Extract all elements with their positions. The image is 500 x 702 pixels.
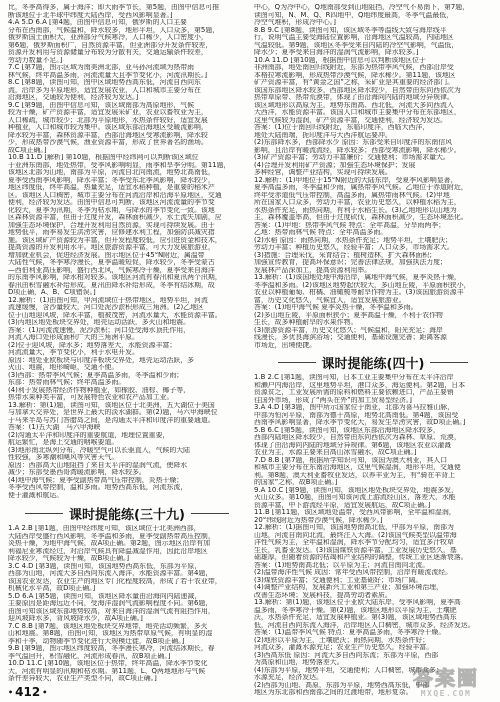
- text-line: (4)地中海气候；夏季受副热带高气压带控制，炎热干燥；: [8, 476, 184, 484]
- text-line: 地区为东北部和西南部之间的过渡地带，地形复杂。: [254, 689, 413, 696]
- text-line: 气温较低。第9题，该地区冬季受来自内陆的冷空气影响，气温低，: [254, 41, 459, 49]
- text-line: 发展林产品深加工，提高资源利用率。: [254, 266, 372, 274]
- text-line: 本格拉寒流影响，形成热带沙漠气候，降水稀少。第11题，该地区: [254, 71, 456, 79]
- text-line: (3)矿产资源丰富；劳动力丰富廉价；交通便利；市场需求量大。: [254, 154, 450, 161]
- text-line: 少，形成热带沙漠气候，渔业资源丰富，形成了世界著名的渔场。: [8, 139, 208, 146]
- text-line: 非洲南部，地处南回归线附近，东部为热带季风气候，西部沿岸受: [254, 64, 454, 71]
- text-line: (2)温带海洋性气候 成因：常年受西风带控制，沿岸有暖流流经。: [254, 569, 452, 576]
- text-line: —西伯利亚高压影响，盛行西北风，气候寒冷干燥，夏季受来自海洋: [8, 266, 215, 274]
- text-line: (3)措施：合理采伐，采育结合；植树造林，扩大森林面积；: [254, 251, 437, 259]
- text-line: 低，河流自西向东流入海洋，沿岸地区人口稠密，城市众多，经济发达。: [254, 621, 475, 629]
- text-line: (3)丙地区地处板块交界处，地壳运动活跃，多火山和地震。: [8, 319, 191, 326]
- right-column-text-top: [254, 4, 492, 349]
- text-line: 线漫长，多优良海滨浴场；交通便利，基础设施完善；距离客源: [254, 334, 447, 341]
- text-line: 降水少；夏季受来自海洋的湿润气流影响，降水较多。]: [254, 49, 419, 56]
- text-line: 冷空气堆积，形成冷中心。]: [254, 19, 336, 26]
- text-line: 9.A 10.C [第9题，读图可知，该地区地处板块交界处，地震多发，: [254, 486, 458, 494]
- text-line: 化较大，夏季为汛期，冬季为枯水期，与降水的季节变化一致。该地: [8, 206, 215, 214]
- text-line: 机械化水平高，故D项正确。]: [8, 585, 96, 592]
- text-line: 12.解析：(1)据图可知，该国地势南高北低，中部为平原，南部为: [254, 524, 454, 531]
- text-line: (2)多山地丘陵，平原面积狭小；夏季高温干燥，不利于农作物: [254, 311, 443, 319]
- text-line: 降水较少，气候较为干燥，故B项正确。]: [8, 555, 130, 562]
- text-line: 终年受赤道低气压带控制，高温多雨，属热带雨林气候。(2)甲地: [254, 191, 450, 199]
- text-line: 9.B [第9题，图示地区纬度较高，冬季漫长寒冷，河流结冰期长，春: [8, 645, 215, 652]
- text-line: 9.C [第9题，由图中信息可知，该区域南部为高原地形，气候: [8, 101, 195, 109]
- text-line: 西部为山地，河流大多自西向东流入海洋，水能资源丰富。第4题，: [8, 570, 213, 577]
- text-line: (3)西部：热带季风气候；夏季高温多雨，冬季温和少雨；: [8, 371, 184, 379]
- text-line: 5.D 6.A [第5题，读图可知，该地区降水量由沿海向内陆递减，: [8, 592, 202, 600]
- text-line: 3.C 4.D [第3题，读图可知，该国地势西高东低，东部为平原，: [8, 562, 202, 570]
- text-line: 水源充足，经济发达。: [254, 674, 323, 681]
- text-line: 大陆性气候，冬季寒冷漫长，夏季温暖短促，降水较少，冬季受蒙古: [8, 259, 215, 266]
- text-line: 夏季高温多雨，冬季温和少雨，属热带季风气候。乙地位于赤道附近，: [254, 184, 468, 191]
- text-line: 该国东部地区降水较多，西部地区降水较少，自然带由东向西依次为: [254, 86, 461, 94]
- left-column-text-top: [8, 4, 246, 499]
- text-line: 13.解析：(1)该国地处地中海沿岸，属地中海气候，夏季炎热干燥，: [254, 274, 461, 281]
- watermark-site-text: MXQE.COM: [420, 689, 472, 698]
- text-line: 13.解析：第(1)题，该地区位于亚欧大陆东岸，受季风影响，夏季高: [254, 599, 461, 606]
- text-line: (2)沟通太平洋和印度洋的重要航道，地理位置重要，: [8, 431, 170, 439]
- text-line: 4.A 5.D 6.A [第4题，由图中信息可知，俄罗斯的人口主要: [8, 19, 188, 26]
- text-line: 俄罗斯国土面积大，亚洲部分气候寒冷，人口稀少，人口密度小，: [8, 34, 208, 41]
- text-line: 该国农业发达，农业生产的地区专门化程度较高，形成了若干农业带，: [8, 577, 222, 585]
- text-line: (4)东部为平原，地势平坦，交通便利；人口稠密，城市众多；: [254, 666, 443, 674]
- text-line: 答案：(1)地势南高北低；以平原为主；河流自南向北流。: [254, 561, 430, 569]
- text-line: 性较强，多寒潮和飓风等灾害天气。: [8, 454, 119, 461]
- text-line: 7.D 8.B [第7题，根据所学知识可知，该国为澳大利亚，其人口: [254, 456, 448, 464]
- section-heading-lesson-40: [254, 352, 492, 372]
- text-line: 体现了由沿海向内陆的地域分异规律。第6题，该地区农业以灌溉: [254, 441, 452, 449]
- text-line: 水热条件充足，雨热同期，有利于水稻生长。(3)乙地地形以山地为: [254, 206, 457, 214]
- text-line: 季气温回升，积雪融化，河流形成春汛，故B项正确。]: [8, 652, 171, 660]
- text-line: 河流入海口处形成面积广大的三角洲平原。: [8, 334, 139, 341]
- text-line: 于亚洲东南部，地处热带，受季风影响明显，雨季和旱季分明。第11题，: [8, 161, 231, 169]
- text-line: 答案：(1)地中海气候 夏季炎热干燥，冬季温和多雨。: [254, 304, 418, 311]
- text-line: 施。该区域矿产资源较为丰富，但开发程度较低，应引进资金和技术，: [8, 236, 222, 244]
- text-line: 加强宣传教育，提高环保意识；完善法律法规，加强执法力度；: [254, 259, 447, 266]
- heading-rule-left: [25, 513, 63, 514]
- text-line: 河流众多，灌溉水源充足；农业生产历史悠久，经验丰富。: [254, 644, 434, 651]
- text-line: 1.B 2.C [第1题，读图可知，日本工业主要集中分布在太平洋沿岸: [254, 374, 454, 381]
- text-line: 流，沿岸多为平原地形，适宜发展农业，人口和城市主要分布在: [8, 86, 201, 94]
- text-line: 比，冬季高得多，属于海洋；即大雨季节长，第5题，由图中信息可推: [8, 4, 220, 11]
- text-line: 劳动力数量不足。]: [8, 56, 63, 64]
- text-line: (2)地形以平原为主，土壤肥沃；雨热同期，水热条件好；: [254, 636, 430, 644]
- text-line: 利福尼亚寒流经过，对沿岸气候具有降温减湿作用，因此沿岸地区: [8, 547, 208, 555]
- text-line: 生长，故多种植耐旱的水果作物。: [254, 319, 358, 326]
- text-line: 冬季温和多雨。(2)该地区地势起伏较大，多山地丘陵，平原面积狭小，: [254, 281, 471, 289]
- text-line: 10.D 11.C [第10题，该地区位于热带，终年高温，降水季节变化: [8, 660, 208, 667]
- text-line: 中心，Q为冷中心，Q地南部受到山地阻挡，冷空气不易南下，第7题，: [254, 4, 470, 11]
- text-line: 的国家”之称，故B项正确。]: [254, 479, 338, 486]
- text-line: (4)调整产业结构，发展新兴工业和第三产业；加强环境治理，: [254, 584, 443, 591]
- text-line: 10.A 11.D [第10题，根据图中信息可以判断该地区位于: [254, 56, 426, 64]
- text-line: 资源丰富，中下游流经平原，适宜发展航运，故C项正确。]: [254, 501, 431, 509]
- text-line: 沃，水热条件充足，适宜发展种植业。第(3)题，该区域地势西高东: [254, 614, 457, 621]
- text-line: 1.A 2.B [第1题，由图中经纬度可知，该区域位于北美洲西部，: [8, 525, 201, 532]
- text-line: 炎热干燥，为地中海气候，故A项正确。第2题，图示地区沿岸有加: [8, 540, 211, 547]
- text-line: 减少；东部受墨西哥湾暖流影响，降水较多。: [8, 469, 146, 476]
- text-line: 温多雨，冬季寒冷干燥。第(2)题，该地区地形以平原为主，土壤肥: [254, 606, 457, 614]
- text-line: 人口稀疏，城市较少；北部为平原地形，水热条件较好，适宜发展: [8, 116, 208, 124]
- text-line: 资源贫乏，工业发展所需的原料和燃料主要依赖进口，产品主要销: [254, 389, 454, 396]
- text-line: 资源开发利用与资源储量分布较为分散有关，交通运输条件较差，: [8, 49, 208, 56]
- text-line: 冬季受西风带控制，温和多雨。地势西高东低，河流东流，: [8, 484, 188, 491]
- text-line: 火山众多。第10题，由图可知该河流上游流经山区，落差大，水能: [254, 494, 456, 501]
- text-line: D项正确，A、B、C项错误。]: [8, 289, 96, 296]
- text-line: 答案：(1)位于南回归线附近，东临印度洋，西临大西洋，: [254, 124, 430, 131]
- text-line: 洋性气候为主，全年温和湿润，降水季节分配均匀，适宜多汁牧草: [254, 539, 454, 546]
- text-line: 于马来半岛与苏门答腊岛之间，是沟通太平洋和印度洋的重要通道。: [8, 416, 215, 424]
- text-line: 原因：西部高大山地阻挡了来自太平洋的湿润气流，使降水: [8, 461, 188, 469]
- text-line: (2)西部为山地、高原，东部为平原，地势西高东低，中部: [254, 681, 430, 689]
- text-line: 西部内陆地区降水较少，自然带由东向西依次为森林、草原、荒漠，: [254, 434, 461, 441]
- text-line: 5.B 6.C [第5题，读图可知，该地区东部沿海地区降水较多，: [254, 426, 440, 434]
- text-line: 原因：地处亚欧板块与印度洋板块交界处，地壳运动活跃，多: [8, 356, 195, 364]
- text-line: (3)煤铁资源丰富；交通便利；工业基础好；市场广阔。: [254, 576, 423, 584]
- text-line: 为高原和山地，地势落差大。: [254, 659, 344, 666]
- text-line: 沿海地区，交通较为便利，经济较为发达。]: [8, 94, 139, 101]
- text-line: 故C项正确。]: [8, 146, 47, 154]
- text-line: 7.C [第7题，图示区域为南美洲北部，亚马孙河流域为热带雨: [8, 64, 195, 71]
- text-line: 市场近，出境便捷。: [254, 341, 317, 349]
- text-line: 较为干燥，矿产资源丰富，适宜发展采矿业，农业以畜牧业为主，: [8, 109, 208, 116]
- text-line: 加强生态环境保护，合理开发利用自然资源，实现可持续发展。由于: [8, 221, 215, 229]
- text-line: 利。第8题，澳大利亚畜牧业发达，以养羊业为主，有“骑在羊背上: [254, 471, 455, 479]
- text-line: 热带草原带、热带荒漠带，体现了由沿海向内陆的地域分异规律。: [254, 94, 454, 101]
- text-line: (3)西高东低 原因：河流大多自西向东流；东部为平原，西部: [254, 651, 439, 659]
- text-line: (3)旅游资源丰富，历史文化悠久；气候温和，阳光充足；海岸: [254, 326, 443, 334]
- text-line: 林气候，终年高温多雨，河流流量大且季节变化小，河流汛期长。]: [8, 71, 208, 79]
- watermark-main-text: 答案圈: [413, 666, 479, 690]
- text-line: 季和干季，动物随季节变化进行大规模迁徙，故B项正确。]: [8, 637, 185, 645]
- text-line: 主要原因是距海远近不同，受海洋湿润气流影响程度不同。第6题，: [8, 600, 213, 607]
- text-line: 所在国家人口众多，劳动力丰富，农业历史悠久，以种植水稻为主，: [254, 199, 461, 206]
- text-line: 春汛由积雪融水补给形成，夏汛由降水补给形成，冬季有结冰期，故: [8, 281, 215, 289]
- text-line: 答案：(1)温带季风气候 特点：夏季高温多雨，冬季寒冷干燥。: [254, 629, 446, 636]
- text-line: 农业为主，水源主要来自高山冰雪融水，故C项正确。]: [254, 449, 417, 456]
- text-line: 和城市主要分布在东南沿海地区，这里气候湿润，地形平坦，交通便: [254, 464, 461, 471]
- text-line: 航运繁忙，是海上交通的咽喉要道。: [8, 439, 119, 446]
- watermark-logo: [398, 667, 494, 698]
- text-line: 迎风坡降水多，背风坡降水少，故A项正确。]: [8, 615, 143, 622]
- page-number: • 412 •: [8, 685, 47, 699]
- text-line: 乙地：热带雨林气候 特点：全年高温多雨。: [254, 229, 388, 236]
- text-line: 该区域地形以高原为主，地势东南高、西北低，河流大多向西流入: [254, 101, 454, 109]
- text-line: 12.解析：(1)由图可知，甲河流域位于热带地区，地势平坦，河流: [8, 296, 208, 304]
- text-line: 该地区北部为山地，南部为平原，河流自北向南流，地势北高南低，: [8, 169, 215, 176]
- text-line: 12.解析：(1)甲地位于15°N附近的大陆东岸，受夏季风影响显著，: [254, 176, 458, 184]
- text-line: 答案：(1)河流流速慢，泥沙淤积；河口处受海水顶托作用，: [8, 326, 191, 334]
- left-column-text-bottom: [8, 525, 246, 683]
- heading-rule-right: [191, 513, 229, 514]
- text-line: 矿产资源丰富，有“黄金之国”之称，采矿业是其重要的经济部门。: [254, 79, 455, 86]
- text-line: 地势低平，雨季易发生洪涝灾害，应修建水利工程，加强防洪减灾措: [8, 229, 215, 236]
- text-line: 这里气候较为湿润，矿产资源丰富，交通便利，经济较为发达。: [254, 116, 447, 124]
- text-line: 7.C 8.B [第7题，该地区地处板块交界地带，地壳活动频繁，多火: [8, 622, 208, 630]
- text-line: 地处大陆南端，扼印度洋与大西洋航运要冲。: [254, 131, 392, 139]
- text-line: 区森林资源丰富，但由于过度开发，森林面积减少，水土流失加剧，应: [8, 214, 222, 221]
- text-line: 由图可知该区域东部地势较高，对来自海洋的湿润气流有阻挡作用，: [8, 607, 215, 615]
- text-line: 降水较为丰富，森林资源丰富，西部沿海地区受寒流影响，降水较: [8, 131, 208, 139]
- text-line: 与加拿大交界处，是世界上最大的淡水湖群。第(2)题，马六甲海峡位: [8, 409, 218, 416]
- right-column-text-bottom: [254, 374, 492, 697]
- text-line: 大西洋，水能资源丰富。该国人口和城市主要集中分布在东部地区，: [254, 109, 461, 116]
- text-line: 河流流量大，季节变化小，利于水电开发。: [8, 349, 139, 356]
- text-line: 便利，经济较为发达。由图中信息可判断，该地区河流流量的季节变: [8, 199, 215, 206]
- text-line: (4)利于发展热带经济作物种植业，如橡胶、油棕、椰子等，: [8, 386, 191, 394]
- text-line: 第6题，俄罗斯面积广，自然资源丰富，但亚洲部分开发条件较差，: [8, 41, 213, 49]
- section-heading-text: 课时提能练(四十): [321, 356, 425, 372]
- text-line: 20°纬线附近为热带沙漠气候，降水稀少。]: [254, 516, 383, 524]
- text-line: 中部为恒河平原，南部为德干高原，地势北高南低。第4题，该国受: [254, 411, 459, 419]
- text-line: 大陆西岸受盛行西风影响，冬季温和多雨，夏季受副热带高压控制，: [8, 532, 215, 540]
- section-heading-lesson-39: [8, 503, 246, 523]
- text-line: 夏季受西南季风影响，降水丰富；冬季受东北季风影响，降水较少，: [8, 176, 215, 184]
- text-line: 多种经营，调整产业结构，实现可持续发展。: [254, 169, 392, 176]
- text-line: 8.C [第8题，读图可知，图中区域地势西高东低，河流自西向东: [8, 79, 201, 86]
- text-line: 的东南季风影响，降水相对较多。该地区河流有春汛和夏汛两个汛期，: [8, 274, 222, 281]
- text-line: 答案：(1)五大湖 马六甲海峡: [8, 424, 101, 431]
- text-line: 和濑户内海沿岸，这里地势平坦，港口众多，海运便利。第2题，日本: [254, 381, 466, 389]
- text-line: 火山、地震，地形崎岖，交通不便。: [8, 364, 119, 371]
- text-line: 答案：(1)甲地：热带季风气候 特点：全年高温，分旱雨两季；: [254, 221, 446, 229]
- text-line: 主，森林覆盖率高，但由于过度砍伐，森林面积减少，生态环境恶化。: [254, 214, 468, 221]
- text-line: 山和地震。第8题，由图可知，该地区为热带草原气候，有明显的湿: [8, 630, 213, 637]
- text-line: 便于灌溉和航运。: [8, 491, 64, 499]
- text-line: 种植业，人口和城市较为集中。该区域东部沿海地区受暖流影响，: [8, 124, 208, 131]
- text-line: 3.A 4.D [第3题，图中所示国家位于南亚，北部为喜马拉雅山脉，: [254, 404, 454, 411]
- text-line: 影响，且沿岸有暖流流经，降水较多；西部受寒流影响，降水稀少。: [254, 146, 461, 154]
- text-line: 劳动力丰富；种植历史悠久，经验丰富；人口众多，市场需求大。: [254, 244, 454, 251]
- text-line: 读图可知，N、M、Q、R四地中，Q地纬度最高，冬季气温最低，: [254, 11, 453, 19]
- text-line: 西南季风影响显著，降水季节变化大，易发生旱涝灾害，故D项正确。]: [254, 419, 466, 426]
- text-line: 流速缓慢，含沙量较大，河口处泥沙淤积形成三角洲。(2)乙地区: [8, 304, 204, 311]
- text-line: 提高资源的开发利用水平。地区旅游资源丰富，可大力发展旅游业，: [8, 244, 215, 251]
- text-line: 11.B [第11题，该区域地处温带，受西风带影响，全年温和湿润，: [254, 509, 456, 516]
- text-line: 农业以种植葡萄、柑橘、油橄榄等耐旱作物为主。(3)该国旅游资源丰: [254, 289, 464, 296]
- text-line: 生长，乳畜业发达。(3)该国煤铁资源丰富，工业发展历史悠久，基: [254, 546, 457, 554]
- text-line: 富，历史文化悠久，气候宜人，适宜发展旅游业。: [254, 296, 406, 304]
- text-line: 行，说明气温主要受海陆位置影响，沿海地区气温较高，内陆地区: [254, 34, 454, 41]
- text-line: 断该地位于北半球中纬度大陆西岸，受西风影响显著。]: [8, 11, 173, 19]
- section-heading-text: 课时提能练(三十九): [69, 507, 185, 523]
- text-line: 13.解析：第(1)题，读图可知，该地区位于北美洲，五大湖位于美国: [8, 401, 215, 409]
- text-line: (4)合理开发利用矿产资源；加强生态环境保护；发展: [254, 161, 416, 169]
- text-line: 山地，河流自南向北流，最终注入大海。(2)该国气候类型以温带海: [254, 531, 457, 539]
- heading-rule-right: [430, 362, 468, 363]
- text-line: (3)地形南北纵列分布，冷暖空气可以长驱直入，气候的大陆: [8, 446, 191, 454]
- text-line: 往国外市场，形成了“两头在外”的加工贸易型经济。]: [254, 396, 412, 404]
- text-line: 改善生态环境；发展科技，提高劳动者素质。: [254, 591, 392, 599]
- text-line: 分布在西南部，气候温和，降水较多，地形平坦，人口众多，第5题，: [8, 26, 220, 34]
- text-line: (2)东部降水多，西部降水少 原因：东部受来自印度洋的东南信风: [254, 139, 452, 146]
- text-line: 位于山地迎风坡，降水丰富，植被茂密，河流水量大，水能资源丰富。: [8, 311, 222, 319]
- text-line: 条件差异较大，农业生产类型不同，故C项正确。]: [8, 675, 157, 682]
- text-line: (2)水稻 原因：雨热同期，水热条件充足；地势平坦，土壤肥沃；: [254, 236, 452, 244]
- text-line: 增加就业机会，促进经济发展。图示地区位于45°N附近，属温带: [8, 251, 205, 259]
- text-line: 东部：热带雨林气候；终年高温多雨。: [8, 379, 126, 386]
- text-line: (2)位于迎风坡，降水多；地势落差大，水能资源丰富；: [8, 341, 177, 349]
- text-line: 础雄厚，但随着资源的枯竭和产业结构的调整，传统工业区逐渐衰落。: [254, 554, 468, 561]
- text-line: 热带水果种类丰富，可发展特色农业和农产品加工业。: [8, 394, 174, 401]
- text-line: 区。该地区人口稠密，城市主要分布在河流沿岸和沿海平原地区，交通: [8, 191, 222, 199]
- text-line: 8.B 9.C [第8题，读图可知，该区域冬季等温线大致与海岸线平: [254, 26, 447, 34]
- text-line: 10.B 11.D [解析] 第10题，根据图中经纬网可以判断该区域位: [8, 154, 199, 161]
- heading-rule-left: [278, 362, 316, 363]
- text-line: 地区纬度低，终年高温，热量充足，适宜水稻种植，是重要的稻米产: [8, 184, 215, 191]
- text-line: 大，河流有明显的汛期和枯水期。第11题，L、Q两地地形与气候: [8, 667, 206, 675]
